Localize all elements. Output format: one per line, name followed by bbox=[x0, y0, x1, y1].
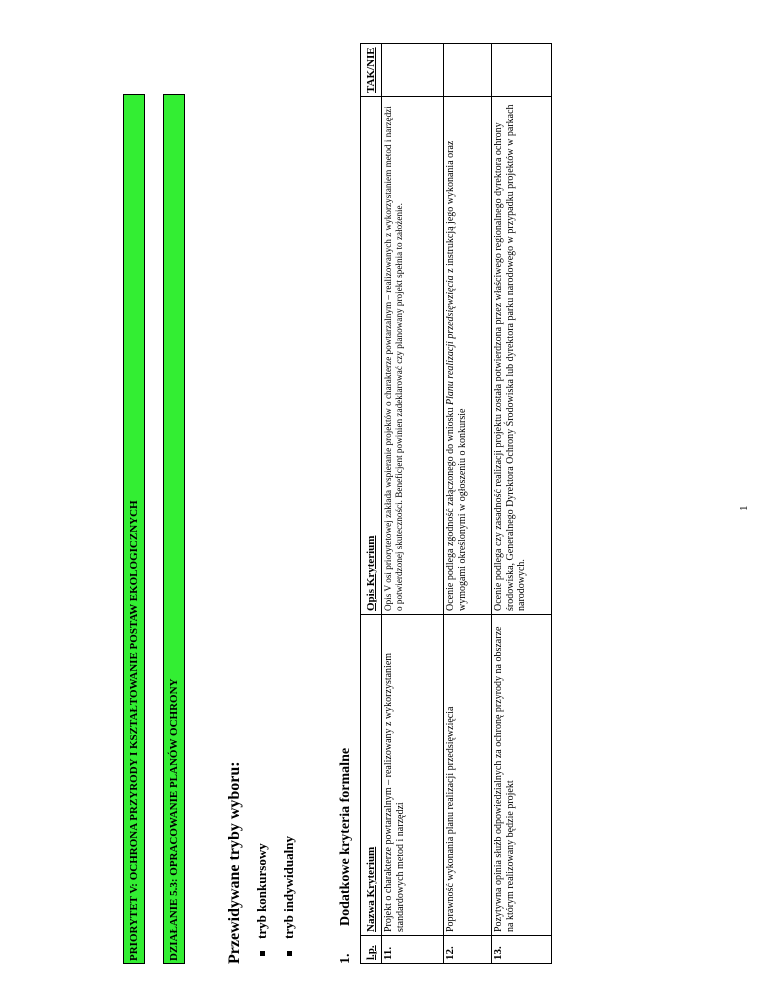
table-row bbox=[444, 44, 492, 964]
section-number: 1. bbox=[338, 953, 353, 964]
row-number: 12. bbox=[444, 936, 492, 964]
page-number: 1 bbox=[738, 505, 750, 511]
header-name: Nazwa Kryterium bbox=[361, 615, 382, 936]
selection-mode-item bbox=[281, 836, 297, 956]
header-lp: l.p. bbox=[361, 936, 382, 964]
criterion-yesno bbox=[492, 44, 552, 97]
row-number: 13. bbox=[492, 936, 552, 964]
bullet-icon bbox=[260, 951, 265, 956]
criterion-name: Projekt o charakterze powtarzalnym – realizowany z wykorzystaniem standardowych metod i narzędzi bbox=[382, 615, 444, 936]
table-row bbox=[382, 44, 444, 964]
selection-mode-label: tryb konkursowy bbox=[254, 843, 269, 939]
row-number: 11. bbox=[382, 936, 444, 964]
criterion-yesno bbox=[382, 44, 444, 97]
selection-mode-label: tryb indywidualny bbox=[281, 836, 296, 939]
section-title: Dodatkowe kryteria formalne bbox=[338, 747, 353, 926]
criterion-yesno bbox=[444, 44, 492, 97]
selection-modes-heading: Przewidywane tryby wyboru: bbox=[226, 761, 243, 964]
criterion-description: Opis V osi priorytetowej zakłada wspieranie projektów o charakterze powtarzalnym – realizowanych z wykorzystaniem metod i narzędzi o potwierdzonej skuteczności. Beneficjent powinien zadeklarować czy planowany projekt spełnia to założenie. bbox=[382, 97, 444, 615]
criterion-name: Poprawność wykonania planu realizacji przedsięwzięcia bbox=[444, 615, 492, 936]
header-desc: Opis Kryterium bbox=[361, 97, 382, 615]
criterion-description: Ocenie podlega czy zasadność realizacji projektu została potwierdzona przez właściwego regionalnego dyrektora ochrony środowiska, Generalnego Dyrektora Ochrony Środowiska lub dyrektora parku narodowego w przypadku projektów w parkach narodowych. bbox=[492, 97, 552, 615]
action-banner: DZIAŁANIE 5.3: OPRACOWANIE PLANÓW OCHRONY bbox=[163, 94, 185, 964]
table-row bbox=[492, 44, 552, 964]
criteria-table bbox=[360, 43, 552, 964]
header-yesno: TAK/NIE bbox=[361, 44, 382, 97]
bullet-icon bbox=[287, 951, 292, 956]
selection-mode-item bbox=[254, 843, 270, 956]
priority-banner: PRIORYTET V: OCHRONA PRZYRODY I KSZTAŁTOWANIE POSTAW EKOLOGICZNYCH bbox=[123, 94, 145, 964]
table-header-row bbox=[361, 44, 382, 964]
criterion-description: Ocenie podlega zgodność załączonego do wniosku Planu realizacji przedsięwzięcia z instrukcją jego wykonania oraz wymogami określonymi w ogłoszeniu o konkursie bbox=[444, 97, 492, 615]
criterion-name: Pozytywna opinia służb odpowiedzialnych za ochronę przyrody na obszarze na którym realizowany będzie projekt bbox=[492, 615, 552, 936]
